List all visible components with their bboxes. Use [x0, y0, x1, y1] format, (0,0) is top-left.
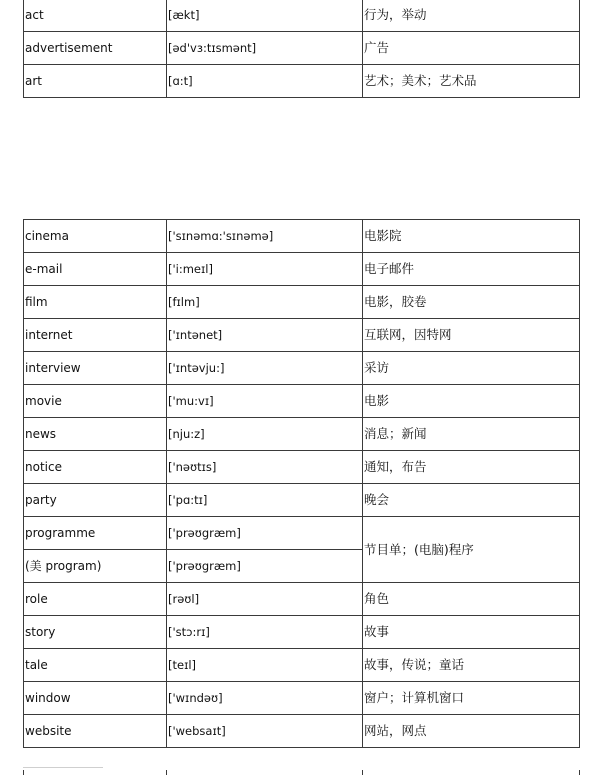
- table-row: [24, 352, 580, 385]
- pronunciation-cell: [əd'vɜ:tɪsmənt]: [167, 32, 363, 65]
- table-row: [24, 616, 580, 649]
- table-row: [24, 715, 580, 748]
- table-row: [24, 517, 580, 550]
- pronunciation-cell: ['ɪntənet]: [167, 319, 363, 352]
- meaning-cell: 故事，传说；童话: [363, 649, 580, 682]
- vocabulary-table-2: [23, 219, 580, 748]
- pronunciation-cell: ['ɪntəvju:]: [167, 352, 363, 385]
- meaning-cell: 广告: [363, 32, 580, 65]
- pronunciation-cell: [nju:z]: [167, 418, 363, 451]
- table-row: [24, 484, 580, 517]
- pronunciation-cell: ['sɪnəmɑ:'sɪnəmə]: [167, 220, 363, 253]
- table-row: [24, 253, 580, 286]
- word-cell: film: [24, 286, 167, 319]
- pronunciation-cell: [teɪl]: [167, 649, 363, 682]
- meaning-cell: 采访: [363, 352, 580, 385]
- pronunciation-cell: ['prəʊgræm]: [167, 550, 363, 583]
- meaning-cell: 晚会: [363, 484, 580, 517]
- meaning-cell: 消息；新闻: [363, 418, 580, 451]
- column-divider: [166, 770, 167, 775]
- word-cell: notice: [24, 451, 167, 484]
- word-cell: (美 program): [24, 550, 167, 583]
- pronunciation-cell: [fɪlm]: [167, 286, 363, 319]
- pronunciation-cell: ['stɔ:rɪ]: [167, 616, 363, 649]
- word-cell: cinema: [24, 220, 167, 253]
- meaning-cell: 电子邮件: [363, 253, 580, 286]
- table-row: [24, 451, 580, 484]
- meaning-cell: 角色: [363, 583, 580, 616]
- meaning-cell: 通知，布告: [363, 451, 580, 484]
- table-row: [24, 319, 580, 352]
- word-cell: movie: [24, 385, 167, 418]
- meaning-cell: 网站，网点: [363, 715, 580, 748]
- table-row: [24, 649, 580, 682]
- table-row: [24, 32, 580, 65]
- table-row: [24, 0, 580, 32]
- word-cell: website: [24, 715, 167, 748]
- word-cell: interview: [24, 352, 167, 385]
- pronunciation-cell: ['mu:vɪ]: [167, 385, 363, 418]
- pronunciation-cell: ['nəʊtɪs]: [167, 451, 363, 484]
- pronunciation-cell: ['websaɪt]: [167, 715, 363, 748]
- column-divider: [362, 770, 363, 775]
- meaning-cell: 窗户；计算机窗口: [363, 682, 580, 715]
- meaning-cell: 艺术；美术；艺术品: [363, 65, 580, 98]
- table-row: [24, 385, 580, 418]
- table-row: [24, 286, 580, 319]
- meaning-cell: 故事: [363, 616, 580, 649]
- table-row: [24, 220, 580, 253]
- word-cell: story: [24, 616, 167, 649]
- meaning-cell: 电影院: [363, 220, 580, 253]
- meaning-cell: 节目单；(电脑)程序: [363, 517, 580, 583]
- pronunciation-cell: [ɑ:t]: [167, 65, 363, 98]
- word-cell: e-mail: [24, 253, 167, 286]
- word-cell: internet: [24, 319, 167, 352]
- word-cell: news: [24, 418, 167, 451]
- pronunciation-cell: ['i:meɪl]: [167, 253, 363, 286]
- meaning-cell: 电影，胶卷: [363, 286, 580, 319]
- table-row: [24, 682, 580, 715]
- pronunciation-cell: [rəʊl]: [167, 583, 363, 616]
- pronunciation-cell: ['prəʊgræm]: [167, 517, 363, 550]
- divider: [23, 767, 103, 768]
- table-row: [24, 583, 580, 616]
- word-cell: advertisement: [24, 32, 167, 65]
- word-cell: window: [24, 682, 167, 715]
- next-table-edge: [23, 770, 580, 775]
- pronunciation-cell: ['wɪndəʊ]: [167, 682, 363, 715]
- pronunciation-cell: [ækt]: [167, 0, 363, 32]
- word-cell: programme: [24, 517, 167, 550]
- table-row: [24, 65, 580, 98]
- vocabulary-table-1: [23, 0, 580, 98]
- word-cell: tale: [24, 649, 167, 682]
- table-row: [24, 418, 580, 451]
- word-cell: act: [24, 0, 167, 32]
- meaning-cell: 电影: [363, 385, 580, 418]
- word-cell: role: [24, 583, 167, 616]
- meaning-cell: 互联网，因特网: [363, 319, 580, 352]
- word-cell: art: [24, 65, 167, 98]
- pronunciation-cell: ['pɑ:tɪ]: [167, 484, 363, 517]
- word-cell: party: [24, 484, 167, 517]
- meaning-cell: 行为，举动: [363, 0, 580, 32]
